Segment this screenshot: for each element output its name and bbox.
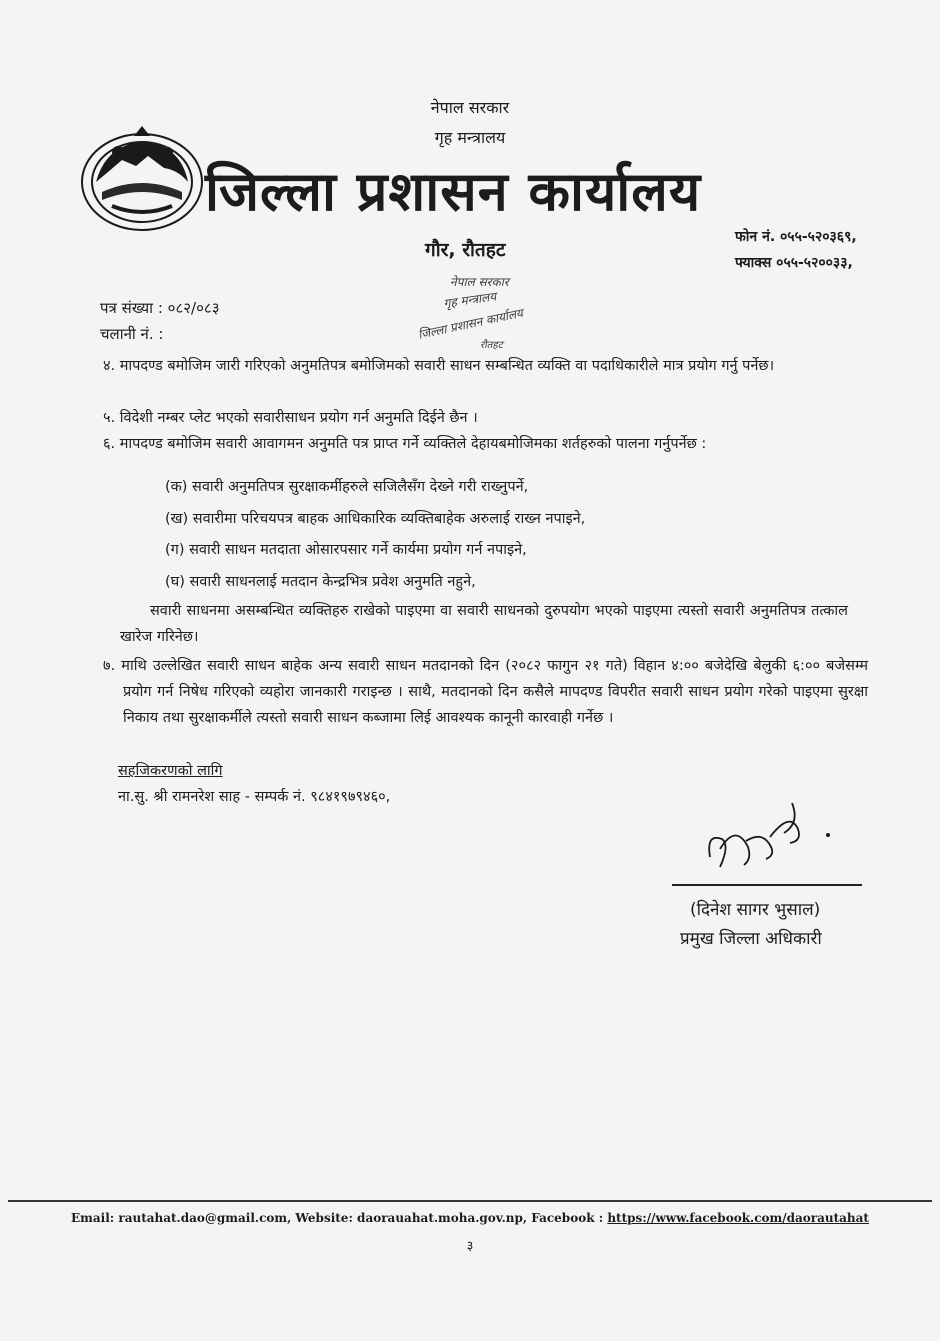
office-stamp-icon bbox=[410, 262, 550, 354]
nepal-emblem-icon bbox=[78, 122, 206, 234]
paragraph-4: ४. मापदण्ड बमोजिम जारी गरिएको अनुमतिपत्र बमोजिमको सवारी साधन सम्बन्धित व्यक्ति वा पदाधिकारीले मात्र प्रयोग गर्नु पर्नेछ। bbox=[103, 358, 775, 374]
letter-number: पत्र संख्या : ०८२/०८३ bbox=[100, 299, 220, 317]
paragraph-7: ७. माथि उल्लेखित सवारी साधन बाहेक अन्य सवारी साधन मतदानको दिन (२०८२ फागुन २१ गते) विहान ४:०० बजेदेखि बेलुकी ६:०० बजेसम्म प्रयोग गर्न निषेध गरिएको व्यहोरा जानकारी गराइन्छ । साथै, मतदानको दिन कसैले मापदण्ड विपरीत सवारी साधन प्रयोग गरेको पाइएमा सुरक्षा निकाय तथा सुरक्षाकर्मीले त्यस्तो सवारी साधन कब्जामा लिई आवश्यक कानूनी कारवाही गर्नेछ । bbox=[103, 658, 868, 726]
stamp-line-3: जिल्ला प्रशासन कार्यालय bbox=[416, 305, 525, 342]
paragraph-5: ५. विदेशी नम्बर प्लेट भएको सवारीसाधन प्रयोग गर्न अनुमति दिईने छैन । bbox=[103, 410, 478, 426]
condition-kha: (ख) सवारीमा परिचयपत्र बाहक आधिकारिक व्यक्तिबाहेक अरुलाई राख्न नपाइने, bbox=[165, 511, 586, 527]
condition-gha: (घ) सवारी साधनलाई मतदान केन्द्रभित्र प्रवेश अनुमति नहुने, bbox=[165, 574, 476, 590]
office-location: गौर, रौतहट bbox=[425, 239, 506, 261]
footer-email-website: Email: rautahat.dao@gmail.com, Website: daorauahat.moha.gov.np, Facebook : bbox=[71, 1211, 608, 1225]
stamp-line-4: रौतहट bbox=[480, 340, 503, 351]
stamp-line-1: नेपाल सरकार bbox=[450, 275, 509, 289]
signature-icon bbox=[700, 797, 840, 882]
government-name: नेपाल सरकार bbox=[430, 98, 510, 117]
facilitation-heading: सहजिकरणको लागि bbox=[118, 763, 223, 779]
office-title: जिल्ला प्रशासन कार्यालय bbox=[205, 160, 702, 223]
facebook-link[interactable]: https://www.facebook.com/daorautahat bbox=[607, 1211, 869, 1225]
stamp-line-2: गृह मन्त्रालय bbox=[442, 289, 498, 311]
condition-ka: (क) सवारी अनुमतिपत्र सुरक्षाकर्मीहरुले सजिलैसँग देख्ने गरी राख्नुपर्ने, bbox=[165, 479, 529, 495]
page-number: ३ bbox=[466, 1239, 474, 1254]
phone-number: फोन नं. ०५५-५२०३६९, bbox=[735, 229, 857, 245]
signature-line bbox=[672, 884, 862, 886]
signatory-name: (दिनेश सागर भुसाल) bbox=[690, 900, 821, 920]
footer-divider bbox=[8, 1200, 932, 1202]
signatory-title: प्रमुख जिल्ला अधिकारी bbox=[680, 929, 822, 949]
dispatch-number: चलानी नं. : bbox=[100, 325, 164, 343]
facilitation-contact: ना.सु. श्री रामनरेश साह - सम्पर्क नं. ९८४१९७९४६०, bbox=[118, 789, 391, 805]
revocation-note: सवारी साधनमा असम्बन्धित व्यक्तिहरु राखेको पाइएमा वा सवारी साधनको दुरुपयोग भएको पाइएमा त्यस्तो सवारी अनुमतिपत्र तत्काल खारेज गरिनेछ। bbox=[120, 603, 848, 645]
ministry-name: गृह मन्त्रालय bbox=[434, 128, 506, 147]
fax-number: फ्याक्स ०५५-५२००३३, bbox=[735, 255, 853, 271]
paragraph-6: ६. मापदण्ड बमोजिम सवारी आवागमन अनुमति पत्र प्राप्त गर्ने व्यक्तिले देहायबमोजिमका शर्तहरुको पालना गर्नुपर्नेछ : bbox=[103, 436, 707, 452]
condition-ga: (ग) सवारी साधन मतदाता ओसारपसार गर्ने कार्यमा प्रयोग गर्न नपाइने, bbox=[165, 542, 527, 558]
footer-contact bbox=[0, 1211, 940, 1225]
